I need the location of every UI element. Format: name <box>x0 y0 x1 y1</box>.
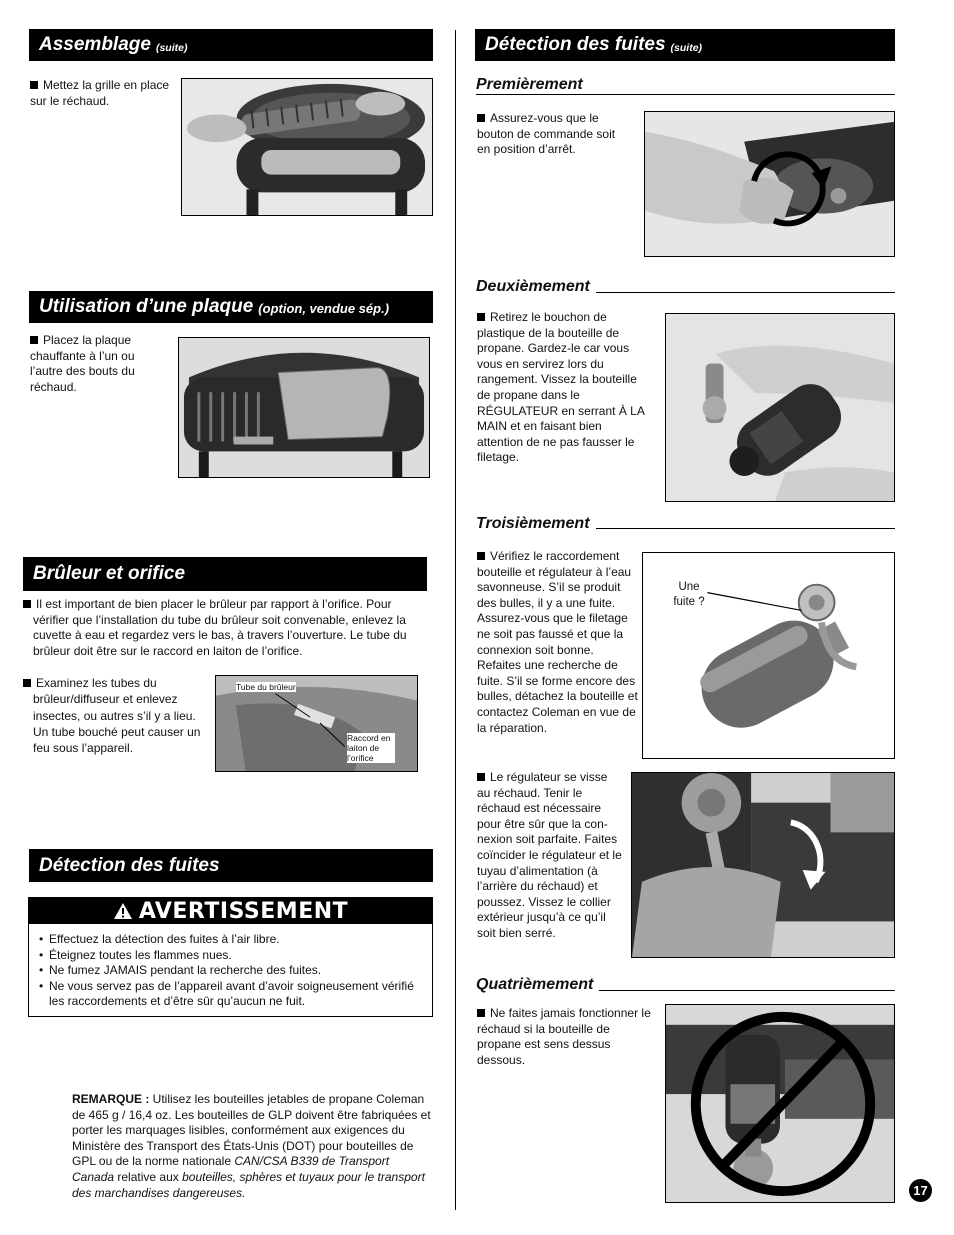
control-knob-photo <box>644 111 895 257</box>
plaque-text: Placez la plaque chauffante à l’un ou l’autre des bouts du réchaud. <box>30 333 135 394</box>
grill-grate-photo <box>181 78 433 216</box>
step4-heading: Quatrièmement <box>476 976 599 994</box>
bullet-square <box>30 81 38 89</box>
step2-heading: Deuxièmement <box>476 278 596 296</box>
detection-title: Détection des fuites <box>39 854 220 876</box>
assemblage-text: Mettez la grille en place sur le réchaud. <box>30 78 170 108</box>
warning-list <box>29 932 432 1010</box>
plaque-header <box>29 291 433 323</box>
bullet-square <box>477 114 485 122</box>
bullet-square <box>477 552 485 560</box>
remarque-mid: relative aux <box>114 1169 183 1184</box>
warning-item: • Effectuez la détection des fuites à l’air libre. <box>49 932 432 948</box>
bullet-square <box>477 773 485 781</box>
page-number: 17 <box>909 1179 932 1202</box>
detection-header <box>29 849 433 882</box>
step3b-text: Le régulateur se visse au réchaud. Tenir le réchaud est nécessaire pour être sûr que la con-nexion soit parfaite. Faites coïncider le régulateur et le tuyau d’alimentation (à l’arrière du réchaud) et poussez. Vissez le collier extérieur jusqu’à ce qu’il soit bien serré. <box>477 770 622 940</box>
bruleur-header <box>23 557 427 591</box>
assemblage-header <box>29 29 433 61</box>
step3-text: Vérifiez le raccordement bouteille et régulateur à l’eau savonneuse. S’il se produit des bulles, il y a une fuite. Assurez-vous que le filetage ne soit pas faussé et que la connexion soit bonne. Refaites une recherche de fuite. S’il se forme encore des bulles, détachez la bouteille et contactez Coleman en vue de la réparation. <box>477 549 638 735</box>
raccord-label: Raccord en laiton de l’orifice <box>347 733 395 763</box>
assemblage-suffix: (suite) <box>155 41 188 54</box>
warning-title: AVERTISSEMENT <box>138 898 349 924</box>
warning-box <box>28 897 433 1017</box>
bruleur-text2: Examinez les tubes du brûleur/diffuseur et enlevez insectes, ou autres s’il y a lieu. Un tube bouché peut causer un feu sous l’appareil. <box>23 675 205 756</box>
remarque-italic1: CAN/CSA B339 de Transport Canada <box>72 1154 390 1184</box>
propane-cylinder-photo <box>665 313 895 502</box>
detection-suite-header <box>475 29 895 61</box>
step1-text: Assurez-vous que le bouton de commande soit en position d’arrêt. <box>477 111 616 157</box>
regulator-photo <box>631 772 895 958</box>
assemblage-title: Assemblage <box>39 34 151 55</box>
column-divider <box>455 30 456 1210</box>
bruleur-text1: Il est important de bien placer le brûleur par rapport à l’orifice. Pour vérifier que l’installation du tube du brûleur soit convenable, enlevez la cuvette à eau et regardez vers le bas, à travers l’ouverture. Le tube du brûleur doit être sur le raccord en laiton de l’orifice. <box>23 597 428 659</box>
burner-photo <box>215 675 418 772</box>
griddle-photo <box>178 337 430 478</box>
step1-rule <box>476 94 895 95</box>
remarque-italic2: bouteilles, sphères et tuyaux pour le transport des marchandises dangereuses. <box>72 1169 425 1200</box>
remarque-paragraph <box>72 1092 434 1201</box>
bruleur-title: Brûleur et orifice <box>33 563 186 584</box>
plaque-title: Utilisation d’une plaque <box>39 296 254 317</box>
warning-triangle-icon <box>113 902 133 920</box>
warning-item: • Ne fumez JAMAIS pendant la recherche des fuites. <box>49 963 432 979</box>
upside-down-cylinder-photo <box>665 1004 895 1203</box>
warning-item: • Ne vous servez pas de l’appareil avant d’avoir soigneusement vérifié les raccordements et d’être sûr qu’aucun ne fuit. <box>49 979 432 1010</box>
step1-heading: Premièrement <box>476 76 589 94</box>
bullet-square <box>30 336 38 344</box>
plaque-suffix: (option, vendue sép.) <box>258 301 390 316</box>
warning-item: • Éteignez toutes les flammes nues. <box>49 948 432 964</box>
bullet-square <box>477 313 485 321</box>
bullet-square <box>23 600 31 608</box>
remarque-label: REMARQUE : <box>72 1092 150 1106</box>
detection-suite-title: Détection des fuites <box>485 34 666 55</box>
step3-heading: Troisièmement <box>476 515 596 533</box>
step2-text: Retirez le bouchon de plastique de la bouteille de propane. Gardez-le car vous vous en servirez lors du rangement. Vissez la bouteille de propane dans le RÉGULATEUR en serrant À LA MAIN et en faisant bien attention de ne pas fausser le filetage. <box>477 310 645 465</box>
leak-check-photo <box>642 552 895 759</box>
step4-text: Ne faites jamais fonctionner le réchaud si la bouteille de propane est sens dessus dessous. <box>477 1006 651 1067</box>
tube-label: Tube du brûleur <box>236 682 296 692</box>
warning-header <box>29 898 432 924</box>
remarque-text: Utilisez les bouteilles jetables de propane Coleman de 465 g / 16,4 oz. Les bouteilles de GLP doivent être fabriquées et porter les marquages lisibles, conformément aux exigences du Ministère des Transport des États-Unis (DOT) pour bouteilles de GPL ou de la norme nationale <box>72 1092 431 1169</box>
leak-label: Une fuite ? <box>673 581 705 608</box>
detection-suite-suffix: (suite) <box>670 41 703 54</box>
bullet-square <box>23 679 31 687</box>
bullet-square <box>477 1009 485 1017</box>
